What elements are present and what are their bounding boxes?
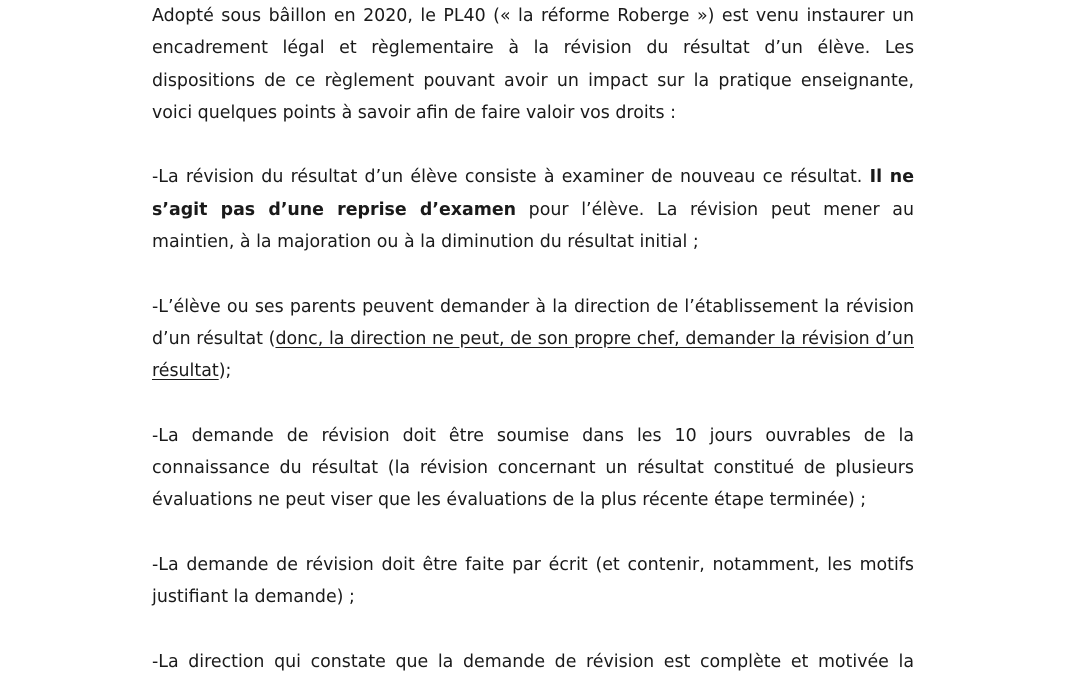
revision-definition-text: -La révision du résultat d’un élève consiste à examiner de nouveau ce résultat.: [152, 167, 870, 188]
document-body: [152, 0, 914, 678]
paragraph-spacer: [152, 258, 914, 290]
revision-definition-rest: pour l’élève. La révision peut mener au maintien, à la majoration ou à la diminution du résultat initial ;: [152, 199, 914, 253]
paragraph-direction-review: -La direction qui constate que la demande de révision est complète et motivée la: [152, 651, 914, 672]
who-can-request-rest: );: [218, 361, 232, 382]
who-can-request-text: -L’élève ou ses parents peuvent demander à la direction de l’établissement la révision d’un résultat (: [152, 296, 914, 349]
who-can-request-underlined: donc, la direction ne peut, de son propre chef, demander la révision d’un résultat: [152, 328, 914, 382]
revision-definition-emphasis: Il ne s’agit pas d’une reprise d’examen: [152, 167, 914, 220]
paragraph-spacer: [152, 614, 914, 646]
paragraph-spacer: [152, 517, 914, 549]
paragraph-written-request: -La demande de révision doit être faite par écrit (et contenir, notamment, les motifs justifiant la demande) ;: [152, 555, 914, 608]
paragraph-spacer: [152, 388, 914, 420]
paragraph-deadline: -La demande de révision doit être soumise dans les 10 jours ouvrables de la connaissance du résultat (la révision concernant un résultat constitué de plusieurs évaluations ne peut viser que les évaluations de la plus récente étape terminée) ;: [152, 425, 914, 511]
paragraph-who-can-request: [152, 291, 914, 388]
paragraph-revision-definition: [152, 161, 914, 258]
intro-paragraph: Adopté sous bâillon en 2020, le PL40 (« la réforme Roberge ») est venu instaurer un encadrement légal et règlementaire à la révision du résultat d’un élève. Les dispositions de ce règlement pouvant avoir un impact sur la pratique enseignante, voici quelques points à savoir afin de faire valoir vos droits :: [152, 6, 914, 123]
paragraph-spacer: [152, 129, 914, 161]
